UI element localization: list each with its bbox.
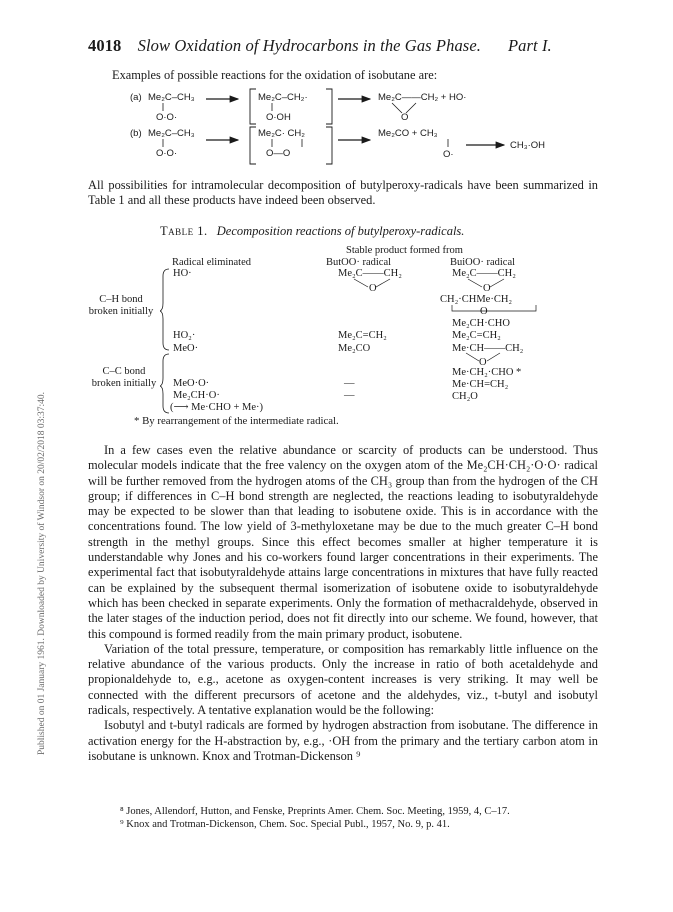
scheme-b-product: Me₂CO + CH₃ xyxy=(378,128,438,139)
scheme-a-label: (a) xyxy=(130,92,142,103)
intro-text: Examples of possible reactions for the oxidation of isobutane are: xyxy=(112,68,438,82)
scheme-b-intermediate: Me₂C· CH₂ xyxy=(258,128,305,139)
paragraph-summary: All possibilities for intramolecular decomposition of butylperoxy-radicals have been summarized in Table 1 and all these products have indeed been observed. xyxy=(88,178,598,208)
ibu-product-oxide-o: O xyxy=(483,283,491,294)
page-number: 4018 xyxy=(88,36,122,55)
radical-meo: MeO· xyxy=(173,343,199,354)
ibu-product-oxide: Me₂C——CH₂ xyxy=(452,268,516,279)
tbu-product-none-2: — xyxy=(344,390,355,401)
scheme-a-oxygen: O xyxy=(401,112,409,123)
ibu-epoxide-bonds xyxy=(466,278,506,290)
ibu-product-formaldehyde: CH₂O xyxy=(452,391,478,402)
scheme-a-intermediate: Me₂C–CH₂· xyxy=(258,92,308,103)
table-caption-label: Table 1. xyxy=(160,224,208,238)
radical-ho2: HO₂· xyxy=(173,330,196,341)
download-stamp: Published on 01 January 1961. Downloaded by University of Windsor on 20/02/2018 03:37:40. xyxy=(37,391,47,755)
running-title: Slow Oxidation of Hydrocarbons in the Gas Phase. xyxy=(137,36,481,55)
ibu-product-propionaldehyde: Me·CH₂·CHO * xyxy=(452,367,522,378)
radical-me2ch: Me₂CH·O· xyxy=(173,390,220,401)
tbu-product-oxide: Me₂C——CH₂ xyxy=(338,268,402,279)
table-caption xyxy=(160,224,464,239)
paragraph-products: In a few cases even the relative abundance or scarcity of products can be understood. Thus molecular models indicate that the free valency on the oxygen atom of the Me₂CH·CH₂·O·O· radical will be further removed from the hydrogen atoms of the CH₃ group than from the hydrogen of the CH group; if differences in C–H bond strength are neglected, the reactions leading to isobutyraldehyde may be expected to be slower than that leading to isobutene oxide. This is in accordance with the concentrations found. The low yield of 3-methyloxetane may be due to the much greater C–H bond strength in the methyl groups. Since this effect becomes smaller at higher temperature it is understandable why Jones and his co-workers found larger concentrations in their experiments. The experimental fact that isobutyraldehyde attains large concentrations in mixtures that have fully reacted can be explained by the subsequent thermal isomerization of isobutene oxide to isobutyraldehyde which has been checked in separate experiments. Only the formation of methacraldehyde, observed in the later stages of the induction period, does not fit directly into our scheme. We found, however, that this compound is formed readily from the main primary product, isobutene. xyxy=(88,443,598,641)
ibu-product-propylene-oxide-o: O xyxy=(479,357,487,368)
group-ch-label: C–H bond broken initially xyxy=(88,294,154,317)
ibu-product-propylene-oxide: Me·CH——CH₂ xyxy=(452,343,524,354)
reaction-scheme xyxy=(130,86,550,176)
page-header xyxy=(88,36,552,56)
col-group-header: Stable product formed from xyxy=(346,245,463,256)
scheme-b-peroxy: O·O· xyxy=(156,148,178,159)
paragraph-radicals: Isobutyl and t-butyl radicals are formed by hydrogen abstraction from isobutane. The difference in activation energy for the H-abstraction by, e.g., ·OH from the primary and the tertiary carbon atom in isobutane is unknown. Knox and Trotman-Dickenson ⁹ xyxy=(88,718,598,763)
footnotes xyxy=(120,806,510,831)
tbu-product-acetone: Me₂CO xyxy=(338,343,371,354)
scheme-a-peroxy: O·O· xyxy=(156,112,178,123)
scheme-b-final: CH₃·OH xyxy=(510,140,546,151)
paragraph-variation: Variation of the total pressure, temperature, or composition has remarkably little influence on the relative abundance of the various products. Only the increase in ratio of both acetaldehyde and propionaldehyde to, e.g., acetone as oxygen-content increases is very striking. It may well be connected with the different precursors of acetone and the aldehydes, viz., t-butyl and isobutyl radicals, respectively. A tentative explanation would be the following: xyxy=(88,641,598,718)
tbu-product-none-1: — xyxy=(344,378,355,389)
table-braces xyxy=(160,268,172,418)
ibu-product-isobutene: Me₂C=CH₂ xyxy=(452,330,501,341)
part-label: Part I. xyxy=(508,36,552,55)
table-footnote: * By rearrangement of the intermediate radical. xyxy=(134,415,339,427)
scheme-a-reactant: Me₂C–CH₃ xyxy=(148,92,195,103)
oxetane-ring-bonds xyxy=(450,304,540,316)
ibu-product-oxetane: CH₂·CHMe·CH₂ xyxy=(440,294,513,305)
col-tbu-header: ButOO· radical xyxy=(326,257,392,268)
scheme-b-reactant: Me₂C–CH₃ xyxy=(148,128,195,139)
body-text xyxy=(88,443,598,764)
ibu-product-isobutyraldehyde: Me₂CH·CHO xyxy=(452,318,510,329)
propylene-oxide-bonds xyxy=(464,352,504,364)
footnote-8: ⁸ Jones, Allendorf, Hutton, and Fenske, Preprints Amer. Chem. Soc. Meeting, 1959, 4, C–17. xyxy=(120,806,510,817)
radical-meoo: MeO·O· xyxy=(173,378,210,389)
scheme-a-product: Me₂C——CH₂ + HO· xyxy=(378,92,467,103)
scheme-a-hydroperoxy: O·OH xyxy=(266,112,291,123)
footnote-9: ⁹ Knox and Trotman-Dickenson, Chem. Soc. Special Publ., 1957, No. 9, p. 41. xyxy=(120,818,450,830)
scheme-b-ring: O—O xyxy=(266,148,291,159)
tbu-product-oxide-o: O xyxy=(369,283,377,294)
col-radical-header: Radical eliminated xyxy=(172,257,252,268)
col-ibu-header: BuiOO· radical xyxy=(450,257,516,268)
ibu-product-propene: Me·CH=CH₂ xyxy=(452,379,509,390)
radical-ho: HO· xyxy=(173,268,192,279)
table-caption-title: Decomposition reactions of butylperoxy-radicals. xyxy=(216,224,465,238)
ibu-product-oxetane-o: O xyxy=(480,306,488,317)
radical-rearrangement: (⟶ Me·CHO + Me·) xyxy=(170,402,263,413)
scheme-b-label: (b) xyxy=(130,128,142,139)
scheme-b-oxy-radical: O· xyxy=(443,149,454,160)
tbu-epoxide-bonds xyxy=(352,278,392,290)
tbu-product-isobutene: Me₂C=CH₂ xyxy=(338,330,387,341)
group-cc-label: C–C bond broken initially xyxy=(91,366,157,389)
